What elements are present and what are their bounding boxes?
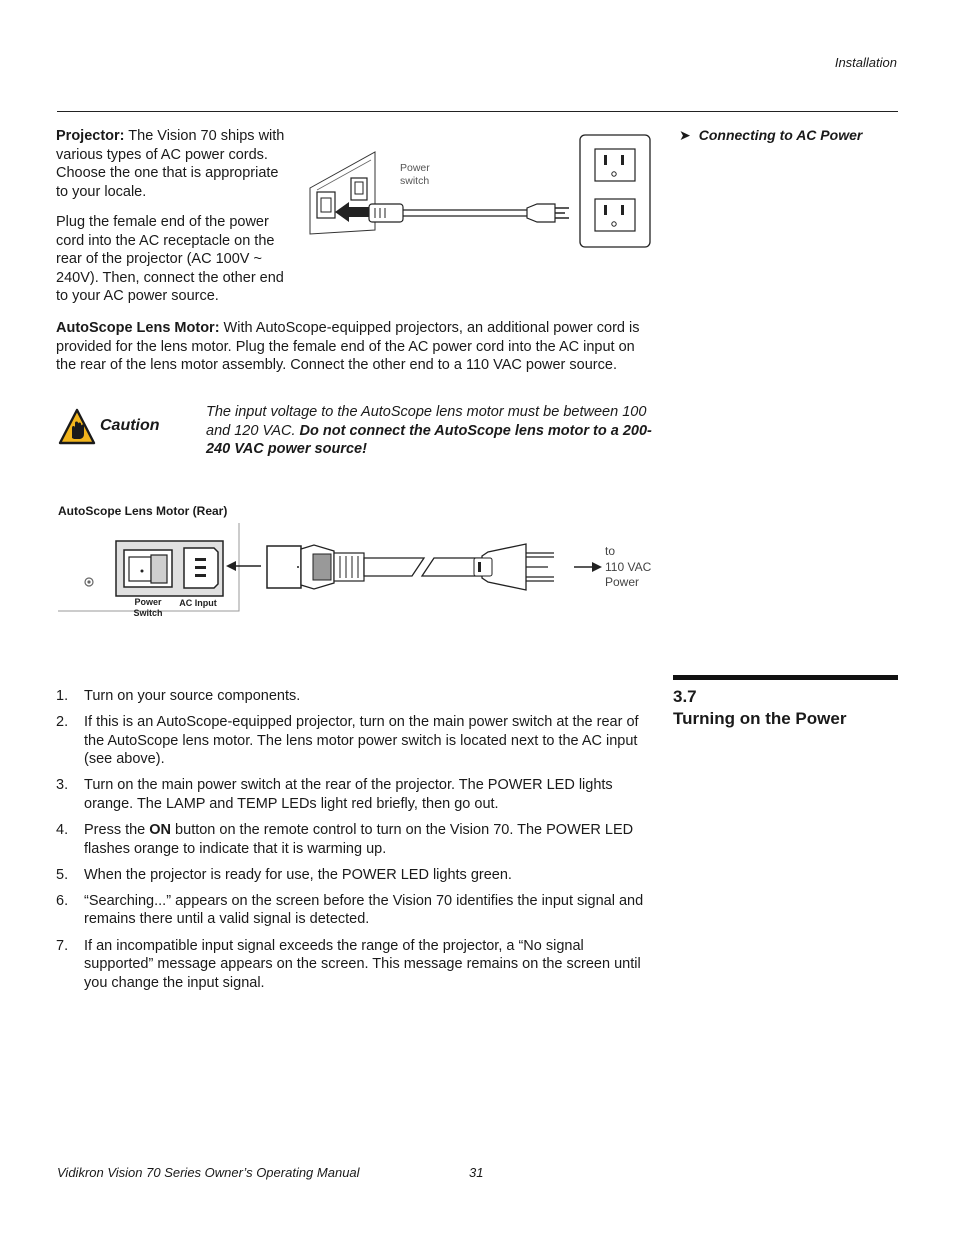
caution-hand-icon — [58, 408, 96, 446]
male-plug-icon — [527, 204, 555, 222]
caution-text-plain: The input voltage to the AutoScope lens motor must be between 100 and 120 VAC. — [206, 404, 647, 439]
projector-text: The Vision 70 ships with various types of AC power cords. Choose the one that is appropriate to your locale. — [56, 128, 285, 200]
footer-manual-title: Vidikron Vision 70 Series Owner’s Operating Manual — [57, 1165, 360, 1180]
ac-power-figure — [305, 130, 655, 252]
list-item: 7. If an incompatible input signal exceeds the range of the projector, a “No signal supported” message appears on the screen. This message remains on the screen until you change the input signal. — [56, 937, 641, 991]
projector-label: Projector: — [56, 128, 125, 144]
figure-caption — [679, 127, 862, 144]
projector-power-switch-icon — [351, 178, 367, 200]
ac-input-label: AC Input — [179, 598, 217, 608]
header-rule — [57, 111, 898, 112]
projector-plug-paragraph: Plug the female end of the power cord into the AC receptacle on the rear of the projector (AC 100V ~ 240V). Then, connect the other end to your AC power source. — [56, 214, 284, 305]
lens-motor-figure — [56, 520, 661, 620]
caution-text — [206, 403, 658, 459]
running-header: Installation — [834, 55, 897, 70]
page-number: 31 — [469, 1165, 484, 1180]
caption-arrow-icon: ➤ — [679, 127, 691, 143]
list-item: 4. Press the ON button on the remote control to turn on the Vision 70. The POWER LED flashes orange to indicate that it is warming up. — [56, 822, 634, 857]
section-number: 3.7 — [673, 687, 697, 706]
power-switch-label-2: switch — [400, 175, 430, 187]
caution-text-bold: Do not connect the AutoScope lens motor to a 200-240 VAC power source! — [206, 422, 652, 458]
to-power-label-3: Power — [605, 575, 640, 589]
ac-receptacle-icon — [317, 192, 335, 218]
section-rule — [673, 675, 898, 680]
autoscope-text: With AutoScope-equipped projectors, an additional power cord is provided for the lens motor. Plug the female end of the AC power cord into the AC input on the rear of the lens motor assembly. Connect the other end to a 110 VAC power source. — [56, 320, 640, 374]
lens-motor-figure-title: AutoScope Lens Motor (Rear) — [58, 504, 228, 518]
power-on-steps — [56, 687, 656, 1000]
list-item: 3. Turn on the main power switch at the rear of the projector. The POWER LED lights orange. The LAMP and TEMP LEDs light red briefly, then go out. — [56, 777, 613, 812]
projector-paragraph — [56, 127, 288, 201]
lens-motor-switch-label-2: Switch — [133, 608, 163, 618]
figure-caption-text: Connecting to AC Power — [698, 127, 863, 143]
lens-motor-female-connector-icon — [267, 546, 301, 588]
caution-label: Caution — [100, 417, 160, 434]
autoscope-paragraph — [56, 319, 656, 375]
power-switch-label-1: Power — [400, 162, 430, 174]
to-power-arrow-icon — [592, 562, 602, 572]
autoscope-label: AutoScope Lens Motor: — [56, 320, 220, 336]
list-item: 6. “Searching...” appears on the screen before the Vision 70 identifies the input signal and remains there until a valid signal is detected. — [56, 892, 644, 928]
to-power-label-1: to — [605, 544, 616, 558]
insert-arrow-2-icon — [226, 561, 236, 571]
list-item: 2. If this is an AutoScope-equipped projector, turn on the main power switch at the rear of the AutoScope lens motor. The lens motor power switch is located next to the AC input (see above). — [56, 714, 639, 768]
list-item: 1. Turn on your source components. — [56, 688, 301, 704]
to-power-label-2: 110 VAC — [605, 560, 652, 574]
female-connector-icon — [369, 204, 403, 222]
section-title: Turning on the Power — [673, 709, 847, 728]
lens-motor-switch-label-1: Power — [134, 597, 162, 607]
list-item: 5. When the projector is ready for use, the POWER LED lights green. — [56, 866, 512, 883]
